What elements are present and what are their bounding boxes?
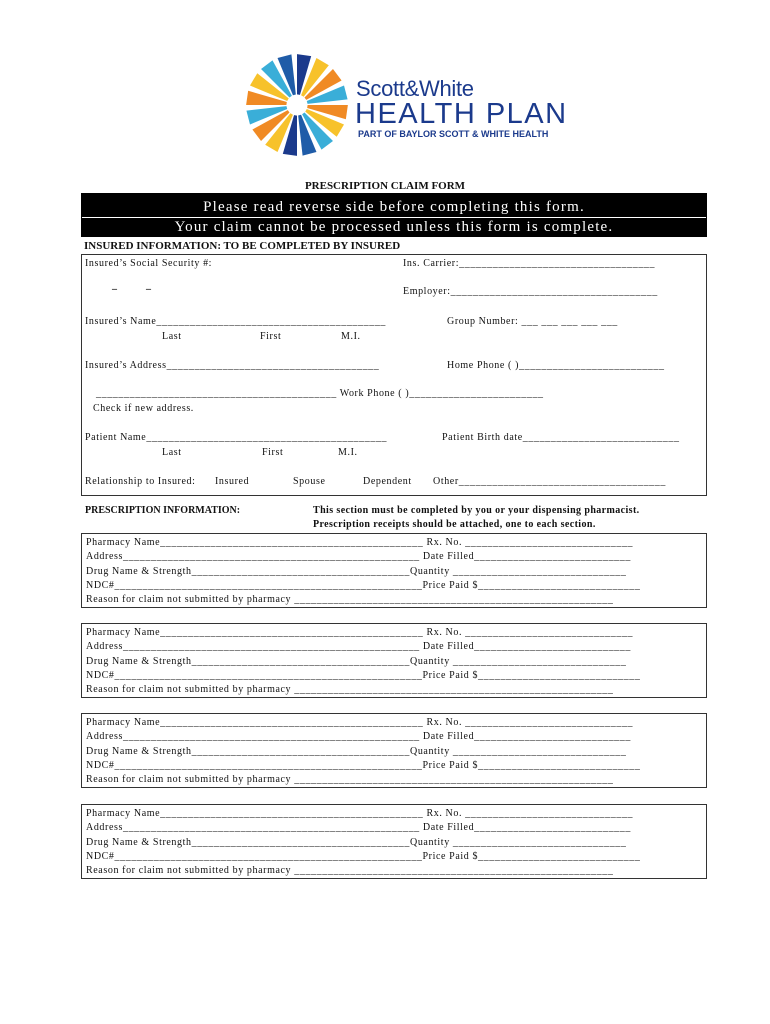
reason-not-submitted-field[interactable]: Reason for claim not submitted by pharmacy _________________________________________________________ [86,774,614,785]
address-date-filled-field[interactable]: Address_____________________________________________________ Date Filled____________________________ [86,641,631,652]
prescription-note-1: This section must be completed by you or your dispensing pharmacist. [313,505,640,516]
relationship-option-insured[interactable]: Insured [215,476,250,487]
address-date-filled-field[interactable]: Address_____________________________________________________ Date Filled____________________________ [86,551,631,562]
pharmacy-name-rx-no-field[interactable]: Pharmacy Name_______________________________________________ Rx. No. ______________________________ [86,537,634,548]
prescription-note-2: Prescription receipts should be attached, one to each section. [313,519,596,530]
home-phone-field[interactable]: Home Phone ( )__________________________ [447,360,665,371]
ndc-price-paid-field[interactable]: NDC#_______________________________________________________Price Paid $_____________________________ [86,580,641,591]
pharmacy-name-rx-no-field[interactable]: Pharmacy Name_______________________________________________ Rx. No. ______________________________ [86,808,634,819]
group-number-field[interactable]: Group Number: ___ ___ ___ ___ ___ [447,316,618,327]
insured-name-field[interactable]: Insured’s Name_________________________________________ [85,316,387,327]
reason-not-submitted-field[interactable]: Reason for claim not submitted by pharmacy _________________________________________________________ [86,865,614,876]
notice-line-1: Please read reverse side before completing this form. [203,199,585,215]
prescription-entry-box [81,804,707,879]
insured-name-mi-label: M.I. [341,331,361,342]
ssn-label: Insured’s Social Security #: [85,258,213,269]
insured-name-first-label: First [260,331,282,342]
relationship-option-other-field[interactable]: Other_____________________________________ [433,476,666,487]
address-date-filled-field[interactable]: Address_____________________________________________________ Date Filled____________________________ [86,731,631,742]
notice-line-2: Your claim cannot be processed unless this form is complete. [174,219,614,235]
logo-text-part-of: PART OF BAYLOR SCOTT & WHITE HEALTH [358,129,549,139]
relationship-label: Relationship to Insured: [85,476,196,487]
insured-section-heading: INSURED INFORMATION: TO BE COMPLETED BY INSURED [84,240,401,252]
notice-banner [81,193,707,237]
form-title: PRESCRIPTION CLAIM FORM [304,180,466,192]
reason-not-submitted-field[interactable]: Reason for claim not submitted by pharmacy _________________________________________________________ [86,594,614,605]
drug-name-quantity-field[interactable]: Drug Name & Strength_______________________________________Quantity _______________________________ [86,837,627,848]
prescription-entry-box [81,713,707,788]
patient-name-last-label: Last [162,447,182,458]
employer-field[interactable]: Employer:_____________________________________ [403,286,658,297]
relationship-option-spouse[interactable]: Spouse [293,476,326,487]
ssn-separator-2: – [146,284,152,295]
address-line-2-work-phone-field[interactable]: ___________________________________________ Work Phone ( )________________________ [96,388,544,399]
patient-name-field[interactable]: Patient Name___________________________________________ [85,432,388,443]
ins-carrier-field[interactable]: Ins. Carrier:___________________________________ [403,258,656,269]
scott-white-logo-icon [244,52,350,158]
prescription-section-heading: PRESCRIPTION INFORMATION: [85,505,241,516]
relationship-option-dependent[interactable]: Dependent [363,476,412,487]
drug-name-quantity-field[interactable]: Drug Name & Strength_______________________________________Quantity _______________________________ [86,566,627,577]
logo-text-health-plan: HEALTH PLAN [355,98,568,130]
prescription-entry-box [81,533,707,608]
ndc-price-paid-field[interactable]: NDC#_______________________________________________________Price Paid $_____________________________ [86,760,641,771]
patient-name-mi-label: M.I. [338,447,358,458]
ssn-separator-1: – [112,284,118,295]
pharmacy-name-rx-no-field[interactable]: Pharmacy Name_______________________________________________ Rx. No. ______________________________ [86,627,634,638]
check-new-address-label[interactable]: Check if new address. [93,403,194,414]
notice-divider [82,217,706,218]
insured-name-last-label: Last [162,331,182,342]
patient-name-first-label: First [262,447,284,458]
prescription-entry-box [81,623,707,698]
logo-text-scott-white: Scott&White [356,76,474,101]
insured-address-field[interactable]: Insured’s Address______________________________________ [85,360,380,371]
reason-not-submitted-field[interactable]: Reason for claim not submitted by pharmacy _________________________________________________________ [86,684,614,695]
ndc-price-paid-field[interactable]: NDC#_______________________________________________________Price Paid $_____________________________ [86,851,641,862]
drug-name-quantity-field[interactable]: Drug Name & Strength_______________________________________Quantity _______________________________ [86,656,627,667]
pharmacy-name-rx-no-field[interactable]: Pharmacy Name_______________________________________________ Rx. No. ______________________________ [86,717,634,728]
ndc-price-paid-field[interactable]: NDC#_______________________________________________________Price Paid $_____________________________ [86,670,641,681]
address-date-filled-field[interactable]: Address_____________________________________________________ Date Filled____________________________ [86,822,631,833]
drug-name-quantity-field[interactable]: Drug Name & Strength_______________________________________Quantity _______________________________ [86,746,627,757]
patient-birth-date-field[interactable]: Patient Birth date____________________________ [442,432,680,443]
